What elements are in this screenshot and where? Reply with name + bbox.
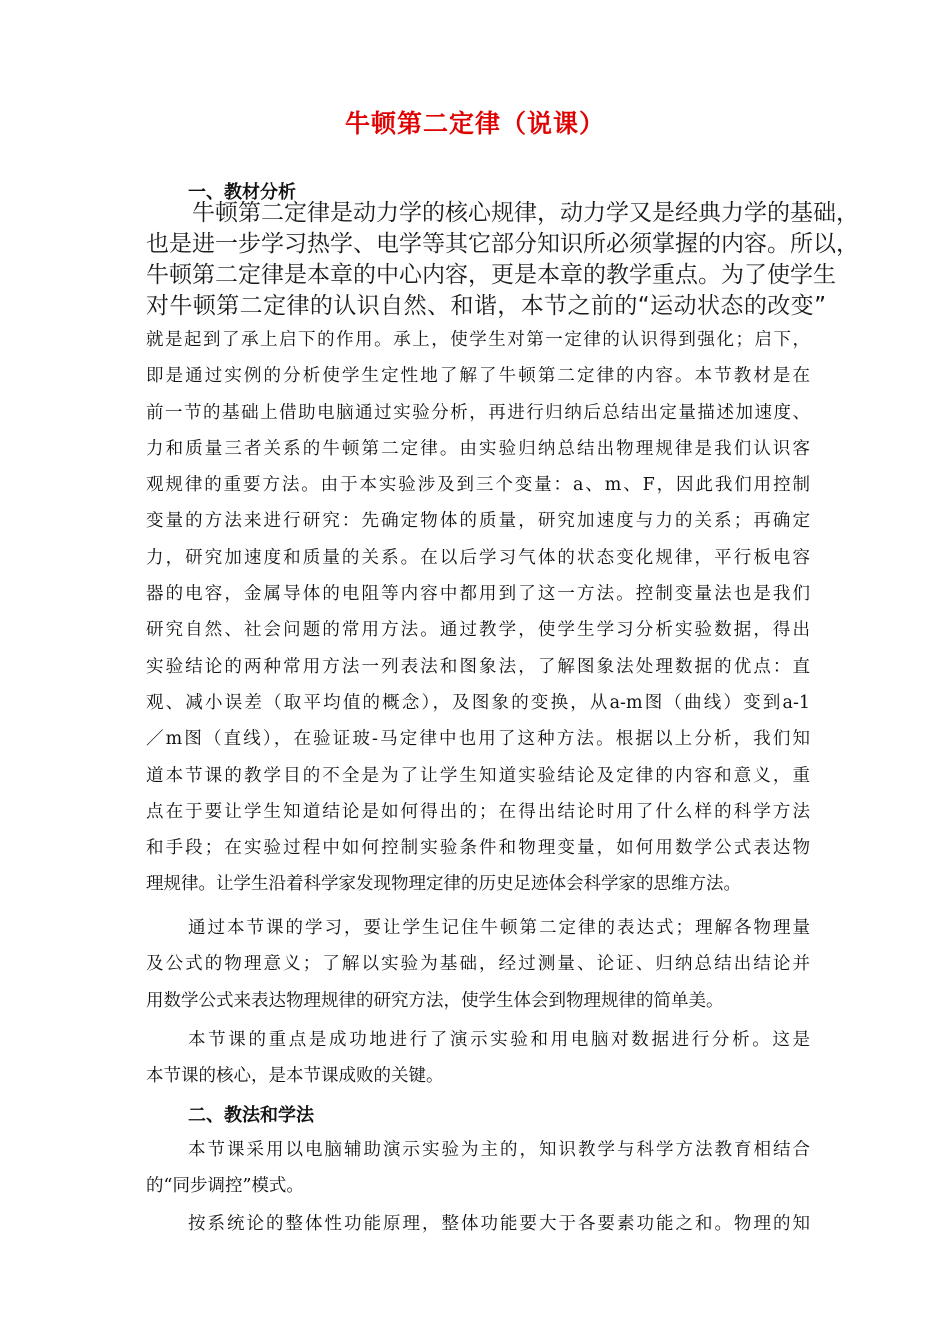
scanned-line: 也是进一步学习热学、电学等其它部分知识所必须掌握的内容。所以， bbox=[146, 231, 859, 257]
paragraph bbox=[146, 910, 810, 1019]
text-line: 本节课的重点是成功地进行了演示实验和用电脑对数据进行分析。这是 bbox=[188, 1030, 810, 1050]
text-line: 按系统论的整体性功能原理，整体功能要大于各要素功能之和。物理的知 bbox=[188, 1214, 810, 1234]
scanned-line: 牛顿第二定律是本章的中心内容，更是本章的教学重点。为了使学生 bbox=[146, 262, 836, 288]
scanned-line: 牛顿第二定律是动力学的核心规律，动力学又是经典力学的基础， bbox=[192, 200, 859, 226]
text-line: 道本节课的教学目的不全是为了让学生知道实验结论及定律的内容和意义，重 bbox=[146, 765, 810, 786]
text-line: 力和质量三者关系的牛顿第二定律。由实验归纳总结出物理规律是我们认识客 bbox=[146, 438, 810, 459]
text-line: 实验结论的两种常用方法一列表法和图象法，了解图象法处理数据的优点：直 bbox=[146, 656, 810, 677]
text-line: 变量的方法来进行研究：先确定物体的质量，研究加速度与力的关系；再确定 bbox=[146, 511, 810, 532]
document-title: 牛顿第二定律（说课） bbox=[344, 109, 605, 138]
paragraph bbox=[146, 1022, 810, 1095]
text-line: 研究自然、社会问题的常用方法。通过教学，使学生学习分析实验数据，得出 bbox=[146, 620, 810, 641]
paragraph bbox=[146, 322, 810, 903]
text-line: 及公式的物理意义；了解以实验为基础，经过测量、论证、归纳总结出结论并 bbox=[146, 954, 810, 975]
text-line: 用数学公式来表达物理规律的研究方法，使学生体会到物理规律的简单美。 bbox=[146, 990, 724, 1011]
text-line: 观、减小误差（取平均值的概念），及图象的变换，从a-m图（曲线）变到a-1 bbox=[146, 692, 810, 713]
text-line: 前一节的基础上借助电脑通过实验分析，再进行归纳后总结出定量描述加速度、 bbox=[146, 402, 810, 423]
text-line: ／m图（直线），在验证玻-马定律中也用了这种方法。根据以上分析，我们知 bbox=[146, 729, 810, 750]
text-line: 即是通过实例的分析使学生定性地了解了牛顿第二定律的内容。本节教材是在 bbox=[146, 366, 810, 387]
paragraph bbox=[146, 1132, 810, 1205]
text-line: 的“同步调控”模式。 bbox=[146, 1176, 304, 1197]
text-line: 和手段；在实验过程中如何控制实验条件和物理变量，如何用数学公式表达物 bbox=[146, 838, 810, 859]
text-line: 点在于要让学生知道结论是如何得出的；在得出结论时用了什么样的科学方法 bbox=[146, 801, 810, 822]
text-line: 本节课的核心，是本节课成败的关键。 bbox=[146, 1066, 444, 1087]
text-line: 观规律的重要方法。由于本实验涉及到三个变量：a、m、F，因此我们用控制 bbox=[146, 475, 810, 496]
scanned-line: 对牛顿第二定律的认识自然、和谐，本节之前的“运动状态的改变” bbox=[146, 293, 826, 319]
text-line: 通过本节课的学习，要让学生记住牛顿第二定律的表达式；理解各物理量 bbox=[188, 918, 810, 938]
text-line: 器的电容，金属导体的电阻等内容中都用到了这一方法。控制变量法也是我们 bbox=[146, 584, 810, 605]
text-line: 本节课采用以电脑辅助演示实验为主的，知识教学与科学方法教育相结合 bbox=[188, 1140, 810, 1160]
section-heading-teaching-methods: 二、教法和学法 bbox=[188, 1105, 314, 1126]
text-line: 力，研究加速度和质量的关系。在以后学习气体的状态变化规律，平行板电容 bbox=[146, 547, 810, 568]
paragraph bbox=[146, 1206, 810, 1242]
scanned-text-block bbox=[146, 198, 859, 322]
section-heading-textbook-analysis: 一、教材分析 bbox=[188, 182, 296, 203]
text-line: 理规律。让学生沿着科学家发现物理定律的历史足迹体会科学家的思维方法。 bbox=[146, 874, 741, 895]
text-line: 就是起到了承上启下的作用。承上，使学生对第一定律的认识得到强化；启下， bbox=[146, 330, 810, 350]
